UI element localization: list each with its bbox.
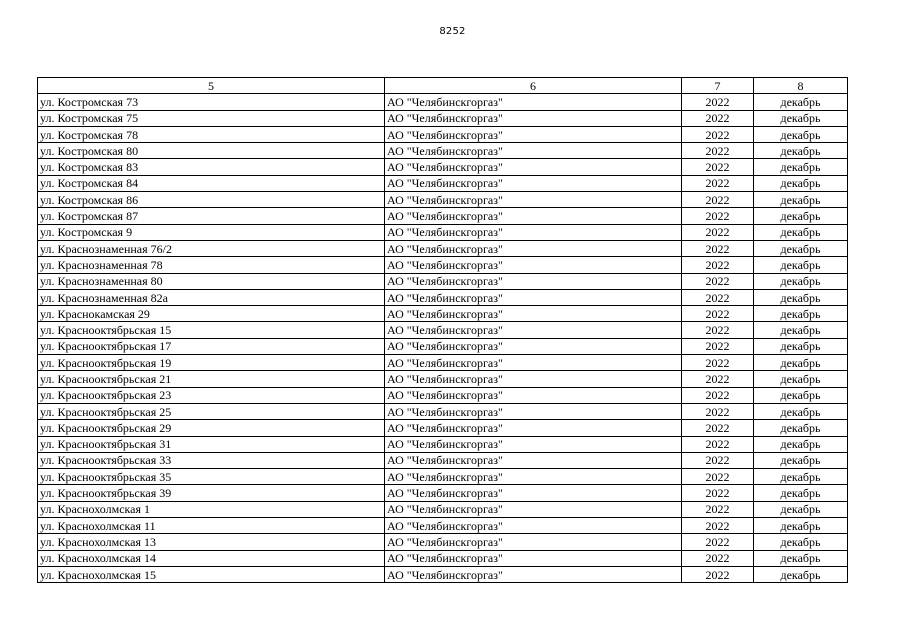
column-header-8: 8	[754, 78, 848, 94]
organization-cell: АО "Челябинскгоргаз"	[385, 110, 682, 126]
address-cell: ул. Костромская 87	[38, 208, 385, 224]
organization-cell: АО "Челябинскгоргаз"	[385, 192, 682, 208]
month-cell: декабрь	[754, 289, 848, 305]
year-cell: 2022	[682, 485, 754, 501]
month-cell: декабрь	[754, 192, 848, 208]
month-cell: декабрь	[754, 355, 848, 371]
organization-cell: АО "Челябинскгоргаз"	[385, 501, 682, 517]
year-cell: 2022	[682, 289, 754, 305]
month-cell: декабрь	[754, 452, 848, 468]
month-cell: декабрь	[754, 518, 848, 534]
month-cell: декабрь	[754, 485, 848, 501]
table-row	[38, 566, 848, 582]
address-cell: ул. Краснознаменная 82а	[38, 289, 385, 305]
year-cell: 2022	[682, 257, 754, 273]
address-cell: ул. Краснооктябрьская 39	[38, 485, 385, 501]
table-row	[38, 485, 848, 501]
column-header-7: 7	[682, 78, 754, 94]
table-row	[38, 143, 848, 159]
year-cell: 2022	[682, 224, 754, 240]
document-table	[37, 77, 848, 583]
column-header-6: 6	[385, 78, 682, 94]
address-cell: ул. Краснознаменная 78	[38, 257, 385, 273]
table-row	[38, 518, 848, 534]
year-cell: 2022	[682, 566, 754, 582]
month-cell: декабрь	[754, 110, 848, 126]
year-cell: 2022	[682, 208, 754, 224]
year-cell: 2022	[682, 469, 754, 485]
year-cell: 2022	[682, 403, 754, 419]
month-cell: декабрь	[754, 371, 848, 387]
table-row	[38, 110, 848, 126]
address-cell: ул. Костромская 73	[38, 94, 385, 110]
table-body	[38, 78, 848, 583]
table-row	[38, 175, 848, 191]
table-row	[38, 224, 848, 240]
address-cell: ул. Краснооктябрьская 31	[38, 436, 385, 452]
organization-cell: АО "Челябинскгоргаз"	[385, 126, 682, 142]
year-cell: 2022	[682, 322, 754, 338]
table-row	[38, 550, 848, 566]
month-cell: декабрь	[754, 94, 848, 110]
organization-cell: АО "Челябинскгоргаз"	[385, 371, 682, 387]
organization-cell: АО "Челябинскгоргаз"	[385, 403, 682, 419]
year-cell: 2022	[682, 501, 754, 517]
organization-cell: АО "Челябинскгоргаз"	[385, 257, 682, 273]
organization-cell: АО "Челябинскгоргаз"	[385, 469, 682, 485]
year-cell: 2022	[682, 159, 754, 175]
address-cell: ул. Костромская 83	[38, 159, 385, 175]
table-row	[38, 257, 848, 273]
table-row	[38, 273, 848, 289]
year-cell: 2022	[682, 192, 754, 208]
organization-cell: АО "Челябинскгоргаз"	[385, 534, 682, 550]
address-cell: ул. Краснознаменная 76/2	[38, 240, 385, 256]
year-cell: 2022	[682, 338, 754, 354]
year-cell: 2022	[682, 126, 754, 142]
year-cell: 2022	[682, 371, 754, 387]
organization-cell: АО "Челябинскгоргаз"	[385, 355, 682, 371]
address-cell: ул. Краснохолмская 14	[38, 550, 385, 566]
organization-cell: АО "Челябинскгоргаз"	[385, 159, 682, 175]
year-cell: 2022	[682, 94, 754, 110]
month-cell: декабрь	[754, 224, 848, 240]
table-row	[38, 420, 848, 436]
year-cell: 2022	[682, 420, 754, 436]
address-cell: ул. Краснооктябрьская 15	[38, 322, 385, 338]
month-cell: декабрь	[754, 257, 848, 273]
table-row	[38, 208, 848, 224]
year-cell: 2022	[682, 143, 754, 159]
address-cell: ул. Костромская 86	[38, 192, 385, 208]
month-cell: декабрь	[754, 403, 848, 419]
organization-cell: АО "Челябинскгоргаз"	[385, 387, 682, 403]
month-cell: декабрь	[754, 436, 848, 452]
organization-cell: АО "Челябинскгоргаз"	[385, 566, 682, 582]
organization-cell: АО "Челябинскгоргаз"	[385, 485, 682, 501]
year-cell: 2022	[682, 387, 754, 403]
organization-cell: АО "Челябинскгоргаз"	[385, 224, 682, 240]
address-cell: ул. Костромская 9	[38, 224, 385, 240]
organization-cell: АО "Челябинскгоргаз"	[385, 550, 682, 566]
month-cell: декабрь	[754, 175, 848, 191]
month-cell: декабрь	[754, 550, 848, 566]
organization-cell: АО "Челябинскгоргаз"	[385, 518, 682, 534]
address-cell: ул. Костромская 78	[38, 126, 385, 142]
address-cell: ул. Краснохолмская 11	[38, 518, 385, 534]
table-row	[38, 306, 848, 322]
table-row	[38, 469, 848, 485]
month-cell: декабрь	[754, 469, 848, 485]
address-cell: ул. Краснооктябрьская 25	[38, 403, 385, 419]
column-header-5: 5	[38, 78, 385, 94]
organization-cell: АО "Челябинскгоргаз"	[385, 175, 682, 191]
organization-cell: АО "Челябинскгоргаз"	[385, 289, 682, 305]
table-row	[38, 501, 848, 517]
table-row	[38, 126, 848, 142]
year-cell: 2022	[682, 518, 754, 534]
year-cell: 2022	[682, 175, 754, 191]
table-row	[38, 452, 848, 468]
address-cell: ул. Краснооктябрьская 19	[38, 355, 385, 371]
table-row	[38, 94, 848, 110]
table-row	[38, 159, 848, 175]
year-cell: 2022	[682, 355, 754, 371]
address-cell: ул. Краснооктябрьская 23	[38, 387, 385, 403]
month-cell: декабрь	[754, 420, 848, 436]
year-cell: 2022	[682, 550, 754, 566]
address-cell: ул. Костромская 80	[38, 143, 385, 159]
year-cell: 2022	[682, 534, 754, 550]
month-cell: декабрь	[754, 534, 848, 550]
address-cell: ул. Краснознаменная 80	[38, 273, 385, 289]
address-cell: ул. Краснокамская 29	[38, 306, 385, 322]
address-cell: ул. Костромская 75	[38, 110, 385, 126]
table-row	[38, 192, 848, 208]
table-row	[38, 338, 848, 354]
month-cell: декабрь	[754, 387, 848, 403]
address-cell: ул. Краснохолмская 13	[38, 534, 385, 550]
address-cell: ул. Костромская 84	[38, 175, 385, 191]
year-cell: 2022	[682, 452, 754, 468]
year-cell: 2022	[682, 436, 754, 452]
table-row	[38, 355, 848, 371]
month-cell: декабрь	[754, 126, 848, 142]
organization-cell: АО "Челябинскгоргаз"	[385, 338, 682, 354]
month-cell: декабрь	[754, 143, 848, 159]
year-cell: 2022	[682, 273, 754, 289]
month-cell: декабрь	[754, 159, 848, 175]
month-cell: декабрь	[754, 306, 848, 322]
page-number: 8252	[439, 26, 466, 37]
table-row	[38, 240, 848, 256]
address-cell: ул. Краснооктябрьская 33	[38, 452, 385, 468]
organization-cell: АО "Челябинскгоргаз"	[385, 143, 682, 159]
address-cell: ул. Краснохолмская 1	[38, 501, 385, 517]
organization-cell: АО "Челябинскгоргаз"	[385, 208, 682, 224]
address-cell: ул. Краснооктябрьская 29	[38, 420, 385, 436]
organization-cell: АО "Челябинскгоргаз"	[385, 452, 682, 468]
month-cell: декабрь	[754, 322, 848, 338]
address-cell: ул. Краснооктябрьская 17	[38, 338, 385, 354]
month-cell: декабрь	[754, 338, 848, 354]
organization-cell: АО "Челябинскгоргаз"	[385, 94, 682, 110]
table-row	[38, 371, 848, 387]
address-cell: ул. Краснооктябрьская 21	[38, 371, 385, 387]
month-cell: декабрь	[754, 208, 848, 224]
year-cell: 2022	[682, 240, 754, 256]
address-cell: ул. Краснооктябрьская 35	[38, 469, 385, 485]
organization-cell: АО "Челябинскгоргаз"	[385, 273, 682, 289]
year-cell: 2022	[682, 306, 754, 322]
year-cell: 2022	[682, 110, 754, 126]
address-cell: ул. Краснохолмская 15	[38, 566, 385, 582]
table-row	[38, 403, 848, 419]
organization-cell: АО "Челябинскгоргаз"	[385, 240, 682, 256]
table-row	[38, 436, 848, 452]
table-row	[38, 387, 848, 403]
organization-cell: АО "Челябинскгоргаз"	[385, 322, 682, 338]
table-row	[38, 322, 848, 338]
table-row	[38, 289, 848, 305]
table-header-row	[38, 78, 848, 94]
table-row	[38, 534, 848, 550]
month-cell: декабрь	[754, 240, 848, 256]
organization-cell: АО "Челябинскгоргаз"	[385, 420, 682, 436]
organization-cell: АО "Челябинскгоргаз"	[385, 306, 682, 322]
month-cell: декабрь	[754, 566, 848, 582]
organization-cell: АО "Челябинскгоргаз"	[385, 436, 682, 452]
month-cell: декабрь	[754, 501, 848, 517]
month-cell: декабрь	[754, 273, 848, 289]
